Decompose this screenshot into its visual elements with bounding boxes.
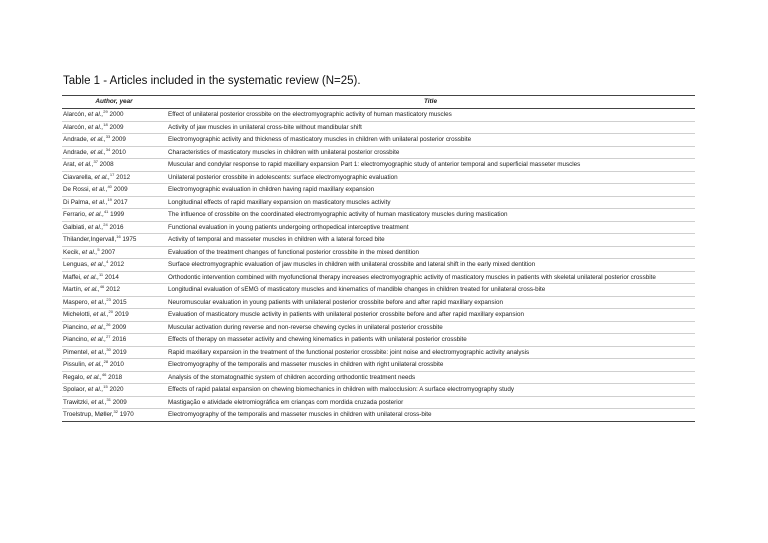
article-title-cell: Electromyography of the temporalis and masseter muscles in children with right unilateral crossbite — [166, 359, 695, 372]
article-title-cell: Evaluation of the treatment changes of functional posterior crossbite in the mixed dentition — [166, 246, 695, 259]
reference-number: 41 — [103, 209, 109, 215]
reference-number: 15 — [103, 384, 108, 390]
author-name: Regalo, — [63, 373, 85, 381]
table-row — [62, 196, 695, 209]
reference-number: 18 — [103, 121, 108, 127]
reference-number: 34 — [105, 146, 111, 152]
et-al: et al., — [87, 386, 104, 394]
et-al: et al., — [84, 286, 100, 294]
article-title-cell: Longitudinal effects of rapid maxillary expansion on masticatory muscles activity — [166, 196, 695, 209]
publication-year: 2010 — [111, 148, 126, 156]
et-al: et al., — [92, 186, 108, 194]
author-name: Arat, — [63, 161, 77, 169]
author-year-cell — [62, 334, 166, 347]
article-title-cell: Analysis of the stomatognathic system of children according orthodontic treatment needs — [166, 371, 695, 384]
article-title-cell: Electromyography of the temporalis and masseter muscles in children with unilateral cross-bite — [166, 409, 695, 422]
et-al: et al., — [90, 336, 107, 344]
reference-number: 20 — [108, 309, 113, 315]
publication-year: 2020 — [109, 386, 124, 394]
et-al: et al., — [90, 136, 106, 144]
publication-year: 2019 — [112, 348, 127, 356]
et-al: et al., — [90, 148, 106, 156]
articles-table-container — [62, 95, 695, 422]
author-name: Pissulin, — [63, 361, 87, 369]
table-row — [62, 171, 695, 184]
author-year-cell — [62, 384, 166, 397]
publication-year: 2016 — [109, 223, 124, 231]
table-row — [62, 309, 695, 322]
table-row — [62, 384, 695, 397]
publication-year: 2012 — [110, 261, 125, 269]
publication-year: 2010 — [109, 361, 124, 369]
reference-number: 46 — [99, 284, 105, 290]
author-name: Galbiati, — [63, 223, 87, 231]
author-year-cell — [62, 409, 166, 422]
publication-year: 1999 — [110, 211, 125, 219]
table-row — [62, 246, 695, 259]
publication-year: 2009 — [113, 186, 128, 194]
author-year-cell — [62, 396, 166, 409]
author-year-cell — [62, 309, 166, 322]
publication-year: 1975 — [122, 236, 137, 244]
article-title-cell: Muscular activation during reverse and non-reverse chewing cycles in unilateral posterior crossbite — [166, 321, 695, 334]
article-title-cell: Rapid maxillary expansion in the treatment of the functional posterior crossbite: joint noise and electromyographic activity analysis — [166, 346, 695, 359]
et-al: et al., — [91, 348, 107, 356]
author-name: Andrade, — [63, 148, 89, 156]
author-name: Trawitzki, — [63, 398, 90, 406]
reference-number: 28 — [103, 359, 109, 365]
author-name: Thilander,Ingervall, — [63, 236, 117, 244]
reference-number: 30 — [106, 346, 111, 352]
author-year-cell — [62, 234, 166, 247]
author-name: Andrade, — [63, 136, 89, 144]
author-year-cell — [62, 259, 166, 272]
table-row — [62, 184, 695, 197]
author-year-cell — [62, 184, 166, 197]
table-row — [62, 271, 695, 284]
et-al: et al., — [87, 223, 104, 231]
article-title-cell: Mastigação e atividade eletromiográfica em crianças com mordida cruzada posterior — [166, 396, 695, 409]
author-year-cell — [62, 221, 166, 234]
author-name: Piancino, — [63, 336, 89, 344]
publication-year: 2012 — [116, 173, 131, 181]
author-year-cell — [62, 271, 166, 284]
publication-year: 2009 — [109, 123, 124, 131]
publication-year: 2017 — [113, 198, 128, 206]
reference-number: 5 — [97, 246, 100, 252]
table-row — [62, 221, 695, 234]
reference-number: 17 — [109, 171, 115, 177]
author-year-cell — [62, 134, 166, 147]
article-title-cell: Neuromuscular evaluation in young patients with unilateral posterior crossbite before and after rapid maxillary expansion — [166, 296, 695, 309]
publication-year: 2009 — [112, 323, 127, 331]
article-title-cell: Effects of therapy on masseter activity and chewing kinematics in patients with unilateral posterior crossbite — [166, 334, 695, 347]
table-row — [62, 284, 695, 297]
reference-number: 11 — [98, 271, 104, 277]
et-al: et al., — [93, 311, 109, 319]
et-al: et al., — [78, 161, 94, 169]
title-header: Title — [166, 96, 695, 109]
publication-year: 2015 — [112, 298, 127, 306]
table-row — [62, 159, 695, 172]
author-name: Spolaor, — [63, 386, 87, 394]
author-year-cell — [62, 346, 166, 359]
et-al: et al., — [91, 398, 107, 406]
table-row — [62, 409, 695, 422]
publication-year: 1970 — [119, 411, 134, 419]
et-al: et al., — [92, 198, 108, 206]
publication-year: 2018 — [108, 373, 123, 381]
reference-number: 31 — [106, 396, 111, 402]
author-name: Martín, — [63, 286, 83, 294]
author-name: Piancino, — [63, 323, 89, 331]
article-title-cell: Effect of unilateral posterior crossbite on the electromyographic activity of human masticatory muscles — [166, 109, 695, 122]
table-row — [62, 396, 695, 409]
author-year-cell — [62, 371, 166, 384]
article-title-cell: Electromyographic activity and thickness of masticatory muscles in children with unilateral posterior crossbite — [166, 134, 695, 147]
article-title-cell: Effects of rapid palatal expansion on chewing biomechanics in children with malocclusion: A surface electromyography study — [166, 384, 695, 397]
author-year-cell — [62, 109, 166, 122]
reference-number: 16 — [116, 234, 121, 240]
author-year-cell — [62, 246, 166, 259]
article-title-cell: Activity of temporal and masseter muscles in children with a lateral forced bite — [166, 234, 695, 247]
author-year-cell — [62, 121, 166, 134]
author-year-cell — [62, 359, 166, 372]
publication-year: 2008 — [99, 161, 114, 169]
reference-number: 26 — [106, 321, 111, 327]
table-caption: Table 1 - Articles included in the systematic review (N=25). — [63, 75, 361, 87]
reference-number: 33 — [105, 134, 111, 140]
publication-year: 2000 — [109, 111, 124, 119]
articles-table — [62, 95, 695, 422]
publication-year: 2016 — [112, 336, 127, 344]
et-al: et al., — [87, 111, 104, 119]
reference-number: 27 — [106, 334, 111, 340]
author-name: Maspero, — [63, 298, 90, 306]
table-row — [62, 146, 695, 159]
article-title-cell: Longitudinal evaluation of sEMG of masticatory muscles and kinematics of mandible changes in children treated for unilateral cross-bite — [166, 284, 695, 297]
reference-number: 40 — [107, 184, 112, 190]
table-row — [62, 121, 695, 134]
table-row — [62, 134, 695, 147]
article-title-cell: Unilateral posterior crossbite in adolescents: surface electromyographic evaluation — [166, 171, 695, 184]
table-row — [62, 321, 695, 334]
author-name: Pimentel, — [63, 348, 90, 356]
reference-number: 19 — [107, 196, 112, 202]
et-al: et al., — [91, 298, 107, 306]
table-header-row — [62, 96, 695, 109]
reference-number: 37 — [93, 159, 98, 165]
author-year-cell — [62, 171, 166, 184]
table-row — [62, 334, 695, 347]
author-name: Michelotti, — [63, 311, 92, 319]
table-row — [62, 371, 695, 384]
reference-number: 46 — [101, 371, 107, 377]
et-al: et al., — [87, 123, 104, 131]
author-name: Maffei, — [63, 273, 82, 281]
publication-year: 2019 — [114, 311, 129, 319]
et-al: et al., — [94, 173, 110, 181]
table-row — [62, 296, 695, 309]
et-al: et al., — [81, 248, 98, 256]
article-title-cell: Activity of jaw muscles in unilateral cross-bite without mandibular shift — [166, 121, 695, 134]
table-row — [62, 359, 695, 372]
reference-number: 23 — [106, 296, 111, 302]
table-row — [62, 346, 695, 359]
article-title-cell: Muscular and condylar response to rapid maxillary expansion Part 1: electromyographic study of anterior temporal and superficial masseter muscles — [166, 159, 695, 172]
table-row — [62, 259, 695, 272]
reference-number: 29 — [103, 109, 108, 115]
table-row — [62, 109, 695, 122]
article-title-cell: Evaluation of masticatory muscle activity in patients with unilateral posterior crossbite before and after rapid maxillary expansion — [166, 309, 695, 322]
author-name: Kecik, — [63, 248, 81, 256]
reference-number: 4 — [106, 259, 109, 265]
author-name: Lenguas, — [63, 261, 89, 269]
et-al: et al., — [83, 273, 99, 281]
reference-number: 32 — [113, 409, 118, 415]
et-al: et al., — [88, 211, 104, 219]
author-year-cell — [62, 321, 166, 334]
table-row — [62, 234, 695, 247]
article-title-cell: Surface electromyographic evaluation of jaw muscles in children with unilateral crossbite and lateral shift in the early mixed dentition — [166, 259, 695, 272]
article-title-cell: Electromyographic evaluation in children having rapid maxillary expansion — [166, 184, 695, 197]
author-name: Alarcón, — [63, 111, 87, 119]
et-al: et al., — [86, 373, 102, 381]
publication-year: 2012 — [105, 286, 120, 294]
et-al: et al., — [88, 361, 104, 369]
author-year-cell — [62, 146, 166, 159]
publication-year: 2014 — [104, 273, 119, 281]
reference-number: 24 — [103, 221, 108, 227]
et-al: et al., — [90, 261, 107, 269]
article-title-cell: Orthodontic intervention combined with myofunctional therapy increases electromyographic activity of masticatory muscles in patients with skeletal unilateral posterior crossbite — [166, 271, 695, 284]
author-year-cell — [62, 159, 166, 172]
publication-year: 2009 — [112, 398, 127, 406]
publication-year: 2009 — [111, 136, 126, 144]
author-name: Troelstrup, Møller, — [63, 411, 114, 419]
author-name: Ciavarella, — [63, 173, 93, 181]
author-name: Ferrario, — [63, 211, 87, 219]
author-year-cell — [62, 284, 166, 297]
author-name: De Rossi, — [63, 186, 91, 194]
author-year-cell — [62, 209, 166, 222]
table-row — [62, 209, 695, 222]
author-year-cell — [62, 196, 166, 209]
et-al: et al., — [90, 323, 107, 331]
article-title-cell: The influence of crossbite on the coordinated electromyographic activity of human masticatory muscles during mastication — [166, 209, 695, 222]
author-name: Alarcón, — [63, 123, 87, 131]
author-year-cell — [62, 296, 166, 309]
article-title-cell: Characteristics of masticatory muscles in children with unilateral posterior crossbite — [166, 146, 695, 159]
author-year-header: Author, year — [62, 96, 166, 109]
author-name: Di Palma, — [63, 198, 91, 206]
article-title-cell: Functional evaluation in young patients undergoing orthopedical interceptive treatment — [166, 221, 695, 234]
publication-year: 2007 — [101, 248, 116, 256]
